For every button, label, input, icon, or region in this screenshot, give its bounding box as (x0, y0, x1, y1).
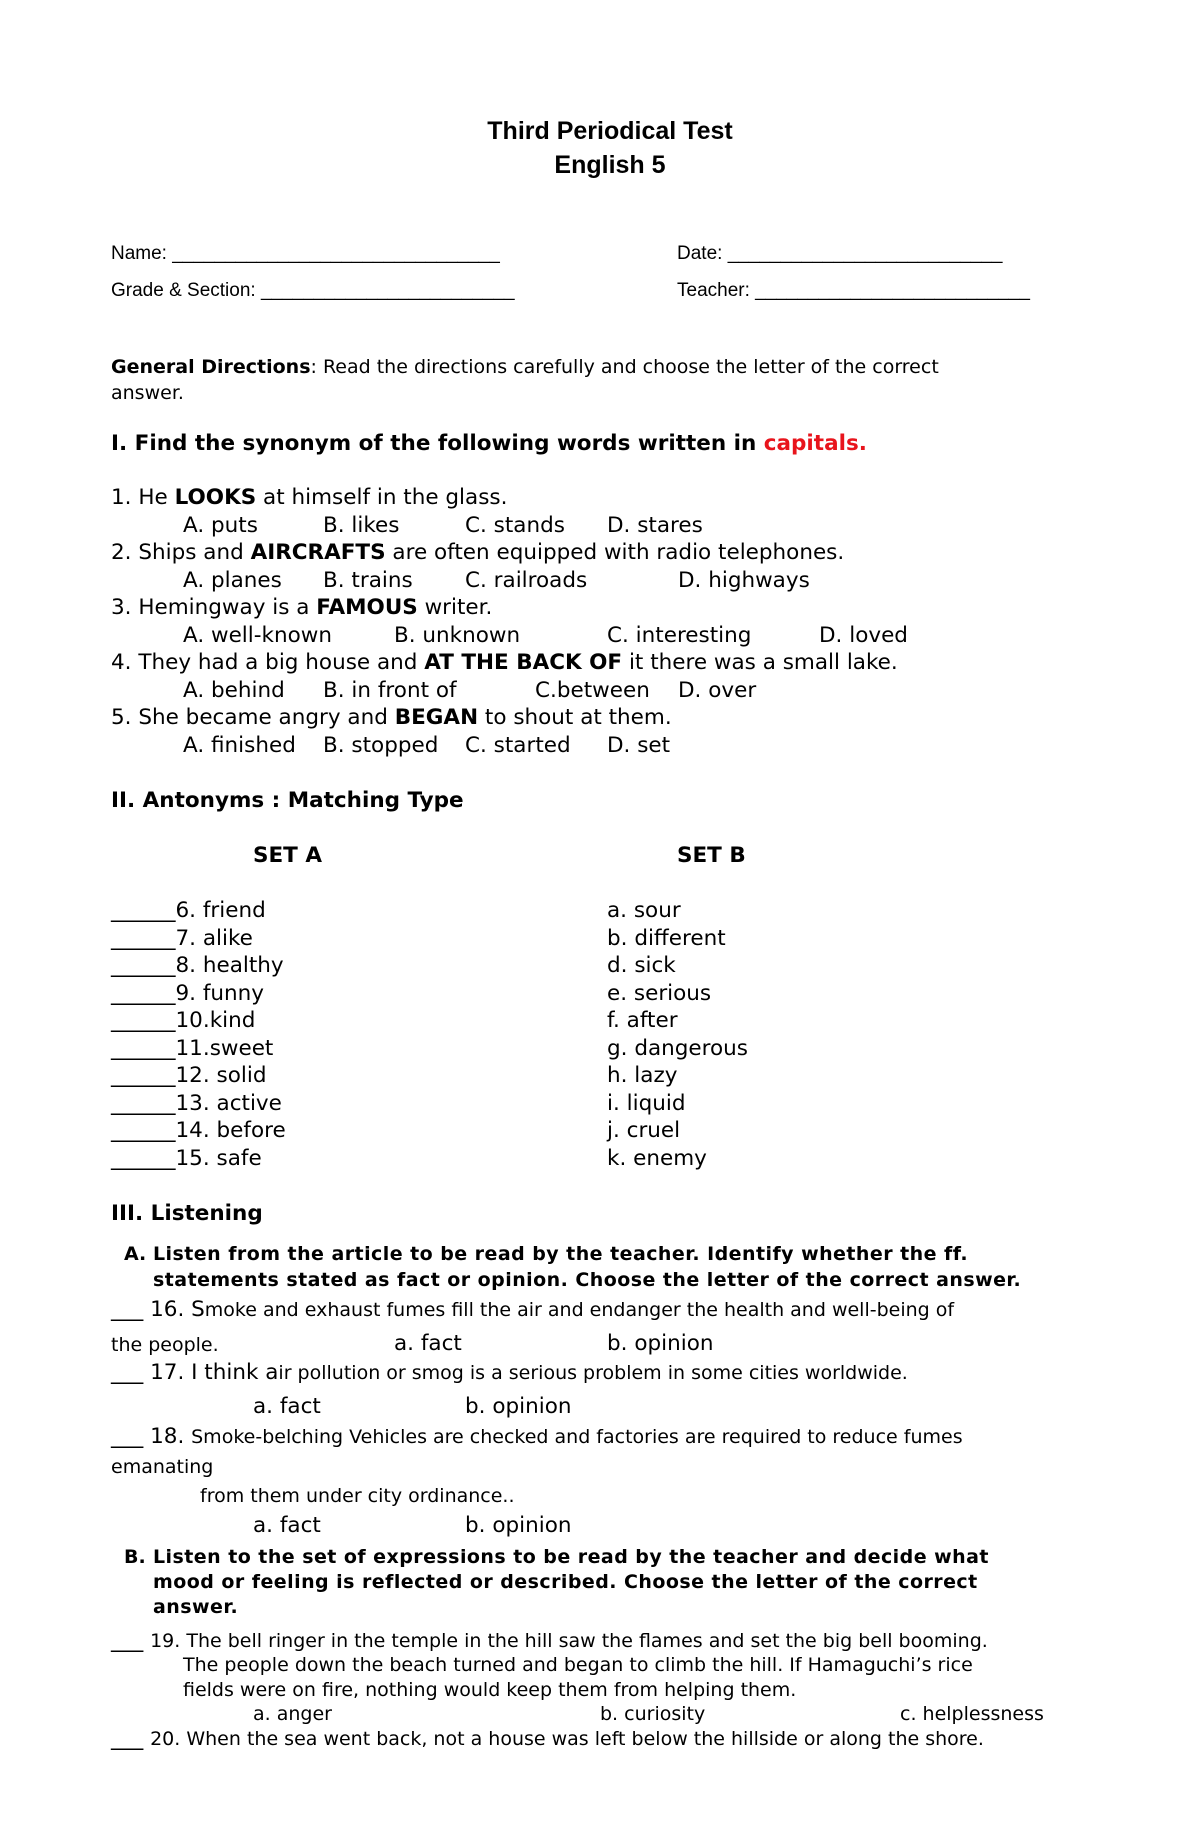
question-number: 17. I think a (150, 1360, 279, 1385)
choice: D. loved (819, 623, 908, 648)
question-number: 18. (150, 1424, 192, 1449)
choice: b. opinion (607, 1331, 714, 1356)
choice: a. fact (253, 1513, 321, 1538)
answer-blank: ___ (111, 1424, 151, 1449)
choice: A. planes (183, 568, 282, 593)
choice: C. interesting (607, 623, 752, 648)
name-field: Name: _______________________________ (111, 243, 500, 264)
test-title: Third Periodical Test (487, 117, 733, 145)
question-text: emanating (111, 1456, 214, 1478)
set-a-item: ______11.sweet (111, 1036, 274, 1061)
question-text: 20. When the sea went back, not a house was left below the hillside or along the shore. (150, 1728, 984, 1750)
question-keyword: LOOKS (174, 485, 257, 510)
choice: C. stands (465, 513, 565, 538)
question-text: are often equipped with radio telephones. (385, 540, 845, 565)
question-text: fields were on fire, nothing would keep them from helping them. (183, 1679, 797, 1701)
section-b-instructions: mood or feeling is reflected or described. Choose the letter of the correct (153, 1571, 978, 1593)
general-directions (111, 356, 939, 378)
set-b-item: j. cruel (607, 1118, 681, 1143)
set-b-item: b. different (607, 926, 726, 951)
question-18 (111, 1424, 963, 1449)
choice: C.between (535, 678, 650, 703)
part3-heading: III. Listening (111, 1201, 263, 1226)
teacher-field: Teacher: __________________________ (677, 280, 1030, 301)
part1-heading-text: I. Find the synonym of the following words written in (111, 431, 764, 456)
set-b-item: k. enemy (607, 1146, 707, 1171)
choice: a. fact (253, 1394, 321, 1419)
set-a-item: ______13. active (111, 1091, 282, 1116)
set-b-item: e. serious (607, 981, 712, 1006)
question-4 (111, 650, 898, 675)
question-text: at himself in the glass. (256, 485, 508, 510)
question-2 (111, 540, 844, 565)
question-text: 1. He (111, 485, 175, 510)
set-a-item: ______7. alike (111, 926, 253, 951)
answer-blank: ___ (111, 1297, 151, 1322)
choice: b. opinion (465, 1513, 572, 1538)
question-text: moke and exhaust fumes fill the air and endanger the health and well-being of (204, 1299, 955, 1321)
set-b-item: d. sick (607, 953, 676, 978)
question-text: 3. Hemingway is a (111, 595, 317, 620)
section-b-instructions: Listen to the set of expressions to be read by the teacher and decide what (153, 1546, 989, 1568)
choice: A. finished (183, 733, 296, 758)
choice: B. stopped (323, 733, 439, 758)
question-keyword: AIRCRAFTS (250, 540, 386, 565)
choice: B. unknown (394, 623, 521, 648)
choice: b. curiosity (600, 1703, 706, 1725)
choice: b. opinion (465, 1394, 572, 1419)
set-a-item: ______6. friend (111, 898, 266, 923)
question-16 (111, 1297, 954, 1322)
section-b-instructions: answer. (153, 1596, 239, 1618)
choice: B. likes (323, 513, 400, 538)
directions-text-continued: answer. (111, 382, 184, 404)
set-b-item: i. liquid (607, 1091, 686, 1116)
set-b-label: SET B (677, 843, 746, 868)
section-a-instructions: statements stated as fact or opinion. Choose the letter of the correct answer. (153, 1269, 1022, 1291)
question-20 (111, 1726, 984, 1751)
set-a-item: ______15. safe (111, 1146, 262, 1171)
question-5 (111, 705, 672, 730)
question-text: The people down the beach turned and began to climb the hill. If Hamaguchi’s rice (183, 1654, 973, 1676)
set-a-item: ______8. healthy (111, 953, 284, 978)
choice: B. trains (323, 568, 413, 593)
choice: c. helplessness (900, 1703, 1044, 1725)
choice: A. behind (183, 678, 285, 703)
choice: A. well-known (183, 623, 332, 648)
choice: D. stares (607, 513, 703, 538)
grade-section-field: Grade & Section: ________________________ (111, 280, 515, 301)
answer-blank: ___ (111, 1360, 151, 1385)
choice: A. puts (183, 513, 258, 538)
choice: a. anger (253, 1703, 332, 1725)
question-3 (111, 595, 492, 620)
set-b-item: a. sour (607, 898, 681, 923)
question-text: 19. The bell ringer in the temple in the hill saw the flames and set the big bell booming. (150, 1630, 988, 1652)
directions-text: : Read the directions carefully and choose the letter of the correct (310, 356, 939, 378)
section-b-label: B. (124, 1546, 146, 1568)
choice: B. in front of (323, 678, 457, 703)
question-text: Smoke-belching Vehicles are checked and factories are required to reduce fumes (191, 1426, 963, 1448)
question-text: it there was a small lake. (622, 650, 898, 675)
question-text: the people. (111, 1334, 219, 1356)
set-b-item: g. dangerous (607, 1036, 748, 1061)
question-keyword: FAMOUS (316, 595, 418, 620)
answer-blank: ___ (111, 1628, 151, 1653)
set-b-item: h. lazy (607, 1063, 678, 1088)
test-subtitle: English 5 (554, 151, 666, 179)
question-1 (111, 485, 507, 510)
part1-heading (111, 431, 867, 456)
choice: C. started (465, 733, 571, 758)
question-text: 2. Ships and (111, 540, 251, 565)
choice: C. railroads (465, 568, 588, 593)
question-keyword: AT THE BACK OF (424, 650, 623, 675)
question-text: to shout at them. (478, 705, 672, 730)
part1-heading-emphasis: capitals. (763, 431, 867, 456)
set-a-label: SET A (253, 843, 322, 868)
section-a-label: A. (124, 1243, 147, 1265)
question-text: 4. They had a big house and (111, 650, 425, 675)
choice: D. set (607, 733, 671, 758)
directions-label: General Directions (111, 356, 311, 378)
part2-heading: II. Antonyms : Matching Type (111, 788, 464, 813)
set-a-item: ______14. before (111, 1118, 286, 1143)
question-17 (111, 1360, 908, 1385)
choice: D. over (678, 678, 757, 703)
question-text: 5. She became angry and (111, 705, 395, 730)
set-a-item: ______10.kind (111, 1008, 256, 1033)
question-keyword: BEGAN (394, 705, 479, 730)
question-text: writer. (417, 595, 493, 620)
answer-blank: ___ (111, 1726, 151, 1751)
set-a-item: ______12. solid (111, 1063, 267, 1088)
set-a-item: ______9. funny (111, 981, 265, 1006)
question-number: 16. S (150, 1297, 205, 1322)
question-text: from them under city ordinance.. (200, 1485, 515, 1507)
question-19 (111, 1628, 988, 1653)
choice: a. fact (394, 1331, 462, 1356)
choice: D. highways (678, 568, 810, 593)
set-b-item: f. after (607, 1008, 678, 1033)
section-a-instructions: Listen from the article to be read by the teacher. Identify whether the ff. (153, 1243, 969, 1265)
question-text: ir pollution or smog is a serious problem in some cities worldwide. (278, 1362, 908, 1384)
date-field: Date: __________________________ (677, 243, 1003, 264)
